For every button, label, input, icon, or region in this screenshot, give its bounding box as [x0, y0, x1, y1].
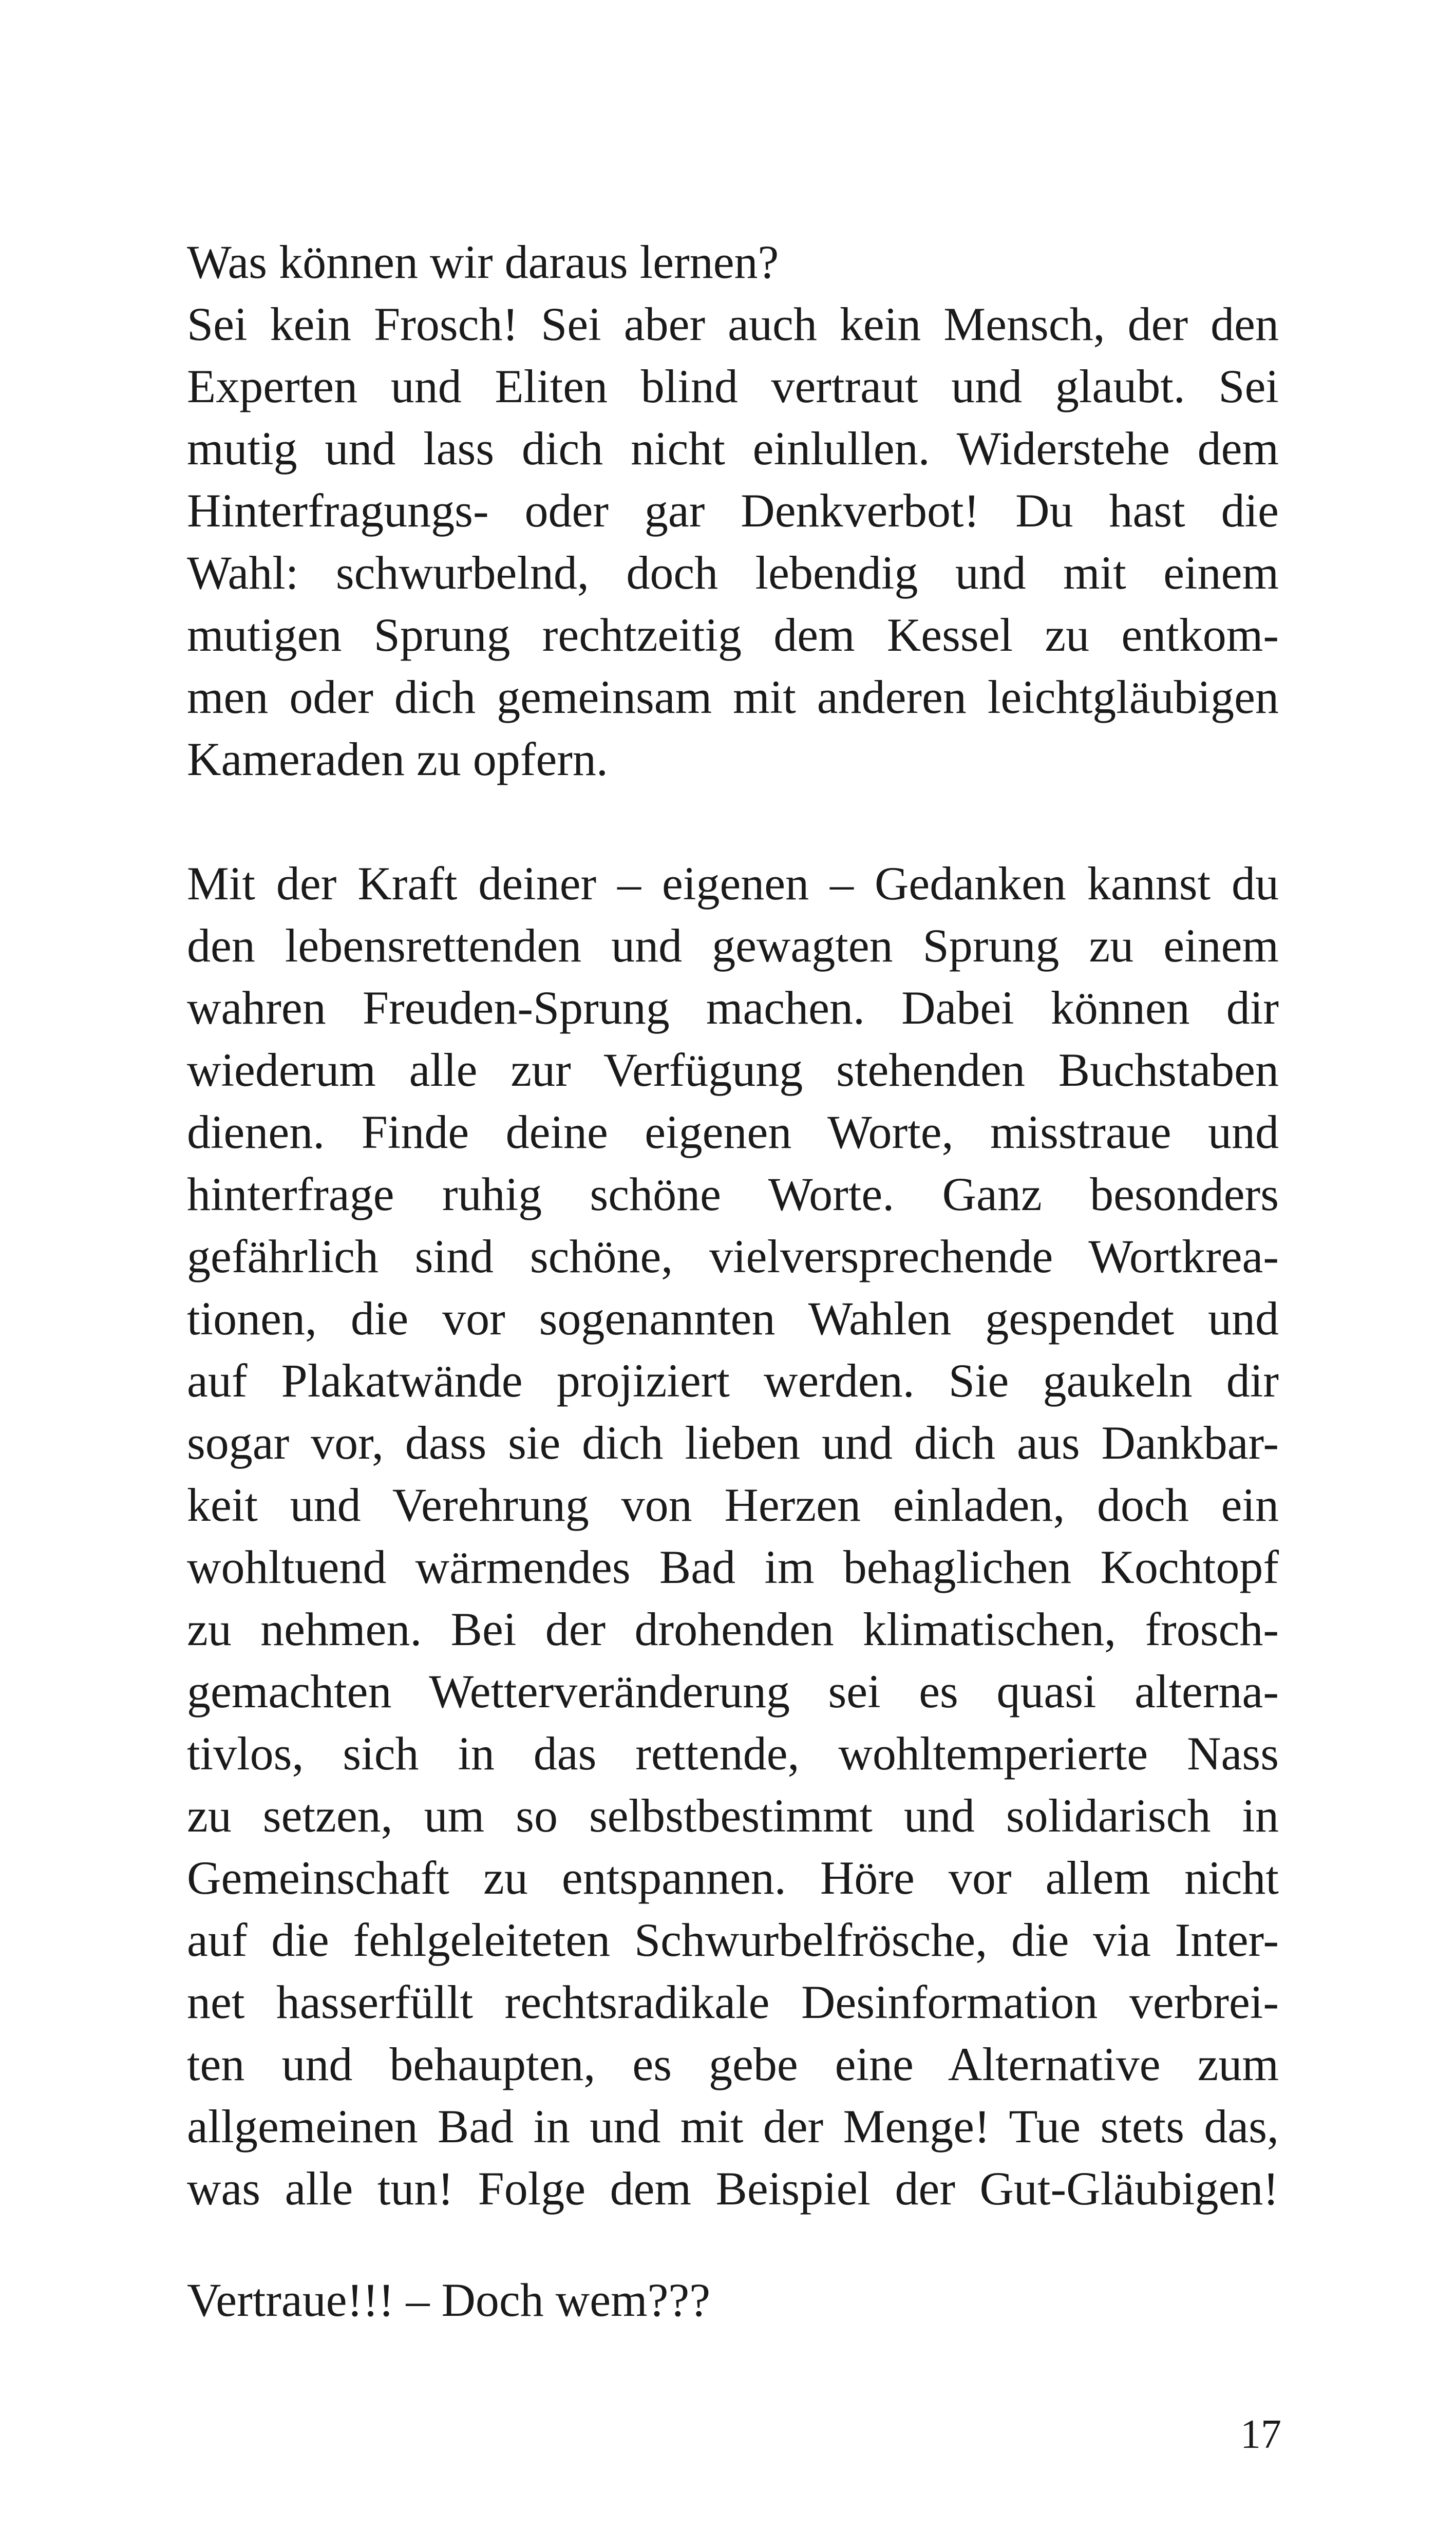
text-line: Sei kein Frosch! Sei aber auch kein Mensch, der den — [187, 298, 1279, 350]
text-line: keit und Verehrung von Herzen einladen, doch ein — [187, 1479, 1279, 1531]
text-line: auf die fehlgeleiteten Schwurbelfrösche, die via Inter- — [187, 1914, 1279, 1966]
text-line: wahren Freuden-Sprung machen. Dabei können dir — [187, 982, 1279, 1034]
text-line: men oder dich gemeinsam mit anderen leichtgläubigen — [187, 671, 1279, 723]
text-line: Vertraue!!! – Doch wem??? — [187, 2274, 711, 2326]
text-line: mutigen Sprung rechtzeitig dem Kessel zu entkom- — [187, 609, 1279, 661]
text-line: wohltuend wärmendes Bad im behaglichen Kochtopf — [187, 1541, 1279, 1593]
text-line: ten und behaupten, es gebe eine Alternative zum — [187, 2038, 1279, 2090]
text-line: mutig und lass dich nicht einlullen. Widerstehe dem — [187, 422, 1279, 475]
text-line: net hasserfüllt rechtsradikale Desinformation verbrei- — [187, 1976, 1279, 2028]
text-line: allgemeinen Bad in und mit der Menge! Tue stets das, — [187, 2100, 1279, 2153]
text-line: sogar vor, dass sie dich lieben und dich aus Dankbar- — [187, 1417, 1279, 1469]
text-line: tivlos, sich in das rettende, wohltemperierte Nass — [187, 1727, 1279, 1780]
text-line: Experten und Eliten blind vertraut und glaubt. Sei — [187, 360, 1279, 412]
text-line: gemachten Wetterveränderung sei es quasi alterna- — [187, 1665, 1279, 1717]
text-line: den lebensrettenden und gewagten Sprung zu einem — [187, 919, 1279, 972]
text-line: tionen, die vor sogenannten Wahlen gespendet und — [187, 1292, 1279, 1345]
page-number: 17 — [1240, 2412, 1281, 2457]
text-line: zu setzen, um so selbstbestimmt und solidarisch in — [187, 1789, 1279, 1842]
text-line: Wahl: schwurbelnd, doch lebendig und mit einem — [187, 546, 1279, 599]
paragraph-3 — [187, 2269, 1279, 2331]
text-line: Mit der Kraft deiner – eigenen – Gedanken kannst du — [187, 857, 1279, 910]
text-line: hinterfrage ruhig schöne Worte. Ganz besonders — [187, 1168, 1279, 1220]
paragraph-2 — [187, 853, 1279, 2220]
text-line: dienen. Finde deine eigenen Worte, misstraue und — [187, 1106, 1279, 1158]
text-line: Gemeinschaft zu entspannen. Höre vor allem nicht — [187, 1852, 1279, 1904]
text-line: Hinterfragungs- oder gar Denkverbot! Du hast die — [187, 484, 1279, 537]
text-line: was alle tun! Folge dem Beispiel der Gut-Gläubigen! — [187, 2162, 1279, 2215]
text-line: Kameraden zu opfern. — [187, 733, 608, 785]
text-line: Was können wir daraus lernen? — [187, 236, 779, 288]
paragraph-1 — [187, 231, 1279, 790]
text-line: auf Plakatwände projiziert werden. Sie gaukeln dir — [187, 1354, 1279, 1407]
text-line: gefährlich sind schöne, vielversprechende Wortkrea- — [187, 1230, 1279, 1282]
text-line: wiederum alle zur Verfügung stehenden Buchstaben — [187, 1044, 1279, 1096]
text-line: zu nehmen. Bei der drohenden klimatischen, frosch- — [187, 1603, 1279, 1655]
